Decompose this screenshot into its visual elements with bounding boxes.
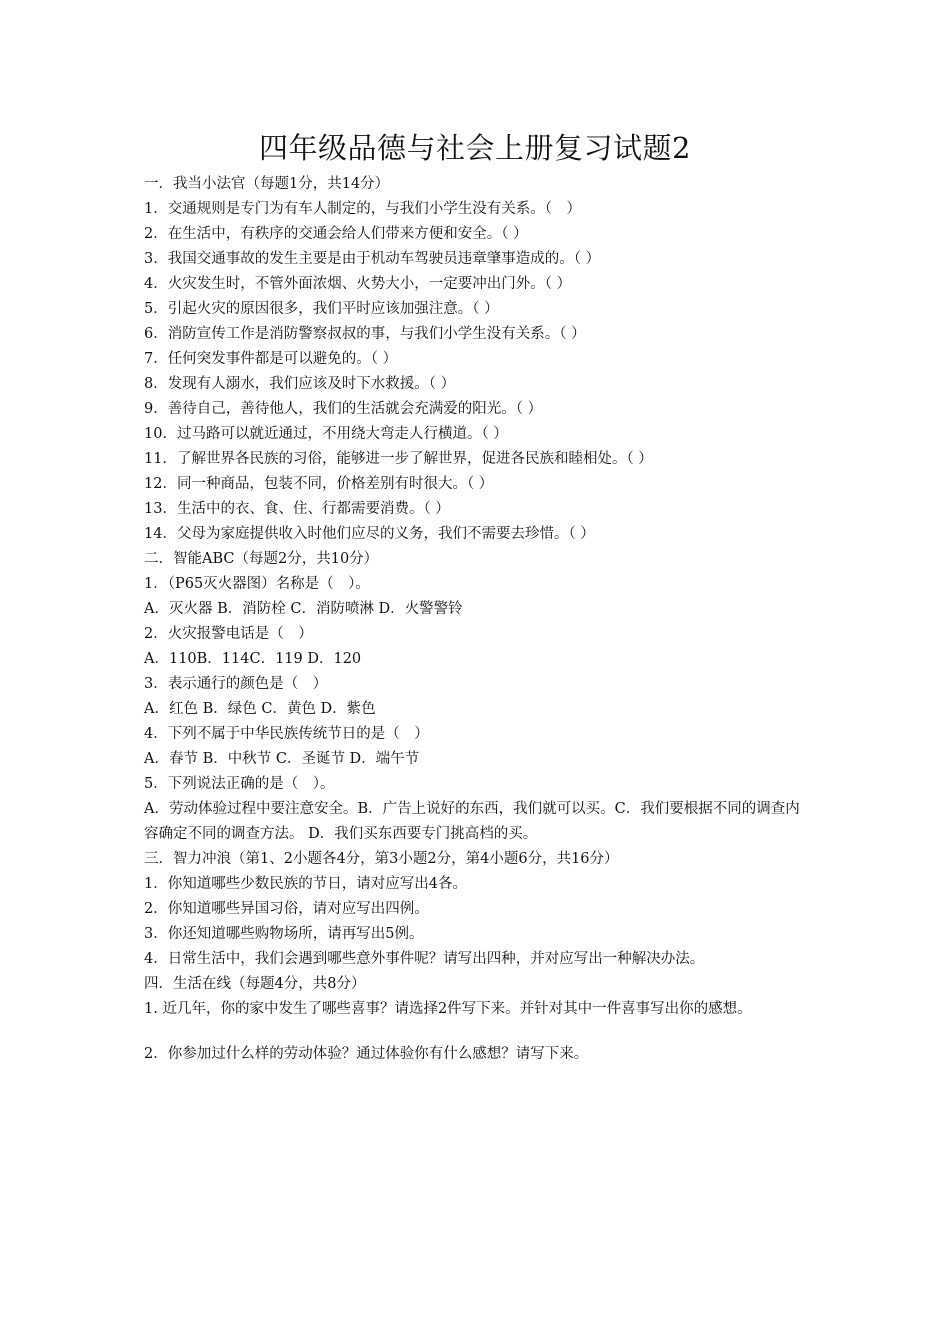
section-heading-1: 一．我当小法官（每题1分，共14分）: [144, 176, 390, 192]
question-2-3: 3．表示通行的颜色是（ ）: [144, 676, 328, 692]
question-1-10: 10．过马路可以就近通过，不用绕大弯走人行横道。（ ）: [144, 426, 508, 442]
section-heading-3: 三．智力冲浪（第1、2小题各4分，第3小题2分，第4小题6分，共16分）: [144, 851, 619, 867]
question-1-1: 1．交通规则是专门为有车人制定的，与我们小学生没有关系。（ ）: [144, 201, 581, 217]
section-heading-2: 二．智能ABC（每题2分，共10分）: [144, 551, 379, 567]
question-1-11: 11．了解世界各民族的习俗，能够进一步了解世界，促进各民族和睦相处。（ ）: [144, 451, 653, 467]
question-2-4: 4．下列不属于中华民族传统节日的是（ ）: [144, 726, 429, 742]
question-1-5: 5．引起火灾的原因很多，我们平时应该加强注意。（ ）: [144, 301, 499, 317]
question-1-13: 13．生活中的衣、食、住、行都需要消费。（ ）: [144, 501, 450, 517]
document-title: 四年级品德与社会上册复习试题2: [259, 131, 691, 165]
question-1-9: 9．善待自己，善待他人，我们的生活就会充满爱的阳光。（ ）: [144, 401, 543, 417]
question-1-14: 14．父母为家庭提供收入时他们应尽的义务，我们不需要去珍惜。（ ）: [144, 526, 595, 542]
question-3-1: 1．你知道哪些少数民族的节日，请对应写出4各。: [144, 876, 467, 892]
question-2-4-options: A．春节 B．中秋节 C．圣诞节 D．端午节: [144, 751, 420, 767]
question-1-6: 6．消防宣传工作是消防警察叔叔的事，与我们小学生没有关系。（ ）: [144, 326, 586, 342]
question-2-2: 2．火灾报警电话是（ ）: [144, 626, 313, 642]
question-2-3-options: A．红色 B．绿色 C．黄色 D．紫色: [144, 701, 376, 717]
question-2-1: 1．（P65灭火器图）名称是（ ）。: [144, 576, 370, 592]
question-4-1: 1. 近几年，你的家中发生了哪些喜事？请选择2件写下来。并针对其中一件喜事写出你的感想。: [144, 1001, 752, 1017]
answer-space: [144, 1022, 812, 1042]
question-2-5: 5．下列说法正确的是（ ）。: [144, 776, 335, 792]
question-1-12: 12．同一种商品，包装不同，价格差别有时很大。（ ）: [144, 476, 494, 492]
question-2-1-options: A．灭火器 B．消防栓 C．消防喷淋 D．火警警铃: [144, 601, 463, 617]
question-1-3: 3．我国交通事故的发生主要是由于机动车驾驶员违章肇事造成的。（ ）: [144, 251, 601, 267]
document-body: [144, 172, 812, 1067]
question-3-4: 4．日常生活中，我们会遇到哪些意外事件呢？请写出四种，并对应写出一种解决办法。: [144, 951, 705, 967]
question-2-2-options: A．110B．114C．119 D．120: [144, 651, 362, 667]
question-1-8: 8．发现有人溺水，我们应该及时下水救援。（ ）: [144, 376, 456, 392]
question-3-2: 2．你知道哪些异国习俗，请对应写出四例。: [144, 901, 429, 917]
question-1-4: 4．火灾发生时，不管外面浓烟、火势大小，一定要冲出门外。（ ）: [144, 276, 572, 292]
section-heading-4: 四．生活在线（每题4分，共8分）: [144, 976, 366, 992]
question-1-7: 7．任何突发事件都是可以避免的。（ ）: [144, 351, 398, 367]
question-4-2: 2．你参加过什么样的劳动体验？通过体验你有什么感想？请写下来。: [144, 1046, 589, 1062]
question-3-3: 3．你还知道哪些购物场所，请再写出5例。: [144, 926, 424, 942]
question-1-2: 2．在生活中，有秩序的交通会给人们带来方便和安全。（ ）: [144, 226, 528, 242]
question-2-5-options: A．劳动体验过程中要注意安全。B．广告上说好的东西，我们就可以买。C．我们要根据不同的调查内容确定不同的调查方法。 D．我们买东西要专门挑高档的买。: [144, 801, 800, 842]
